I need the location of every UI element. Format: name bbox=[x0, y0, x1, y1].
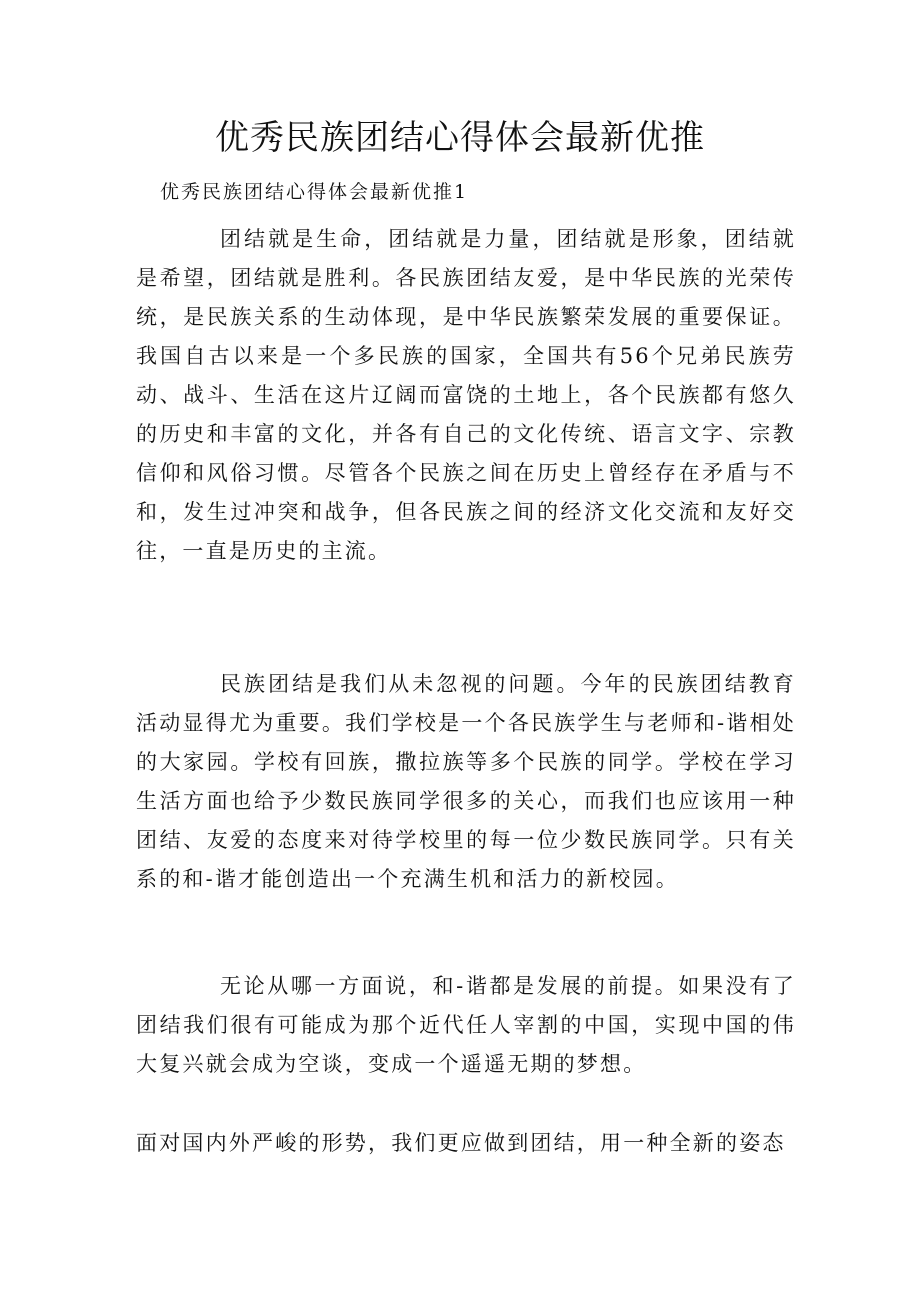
document-title: 优秀民族团结心得体会最新优推 bbox=[215, 118, 705, 158]
section-heading: 优秀民族团结心得体会最新优推1 bbox=[160, 181, 469, 203]
body-paragraph: 民族团结是我们从未忽视的问题。今年的民族团结教育活动显得尤为重要。我们学校是一个各民族学生与老师和-谐相处的大家园。学校有回族，撒拉族等多个民族的同学。学校在学习生活方面也给予少数民族同学很多的关心，而我们也应该用一种团结、友爱的态度来对待学校里的每一位少数民族同学。只有关系的和-谐才能创造出一个充满生机和活力的新校园。 bbox=[136, 672, 796, 891]
body-paragraph: 面对国内外严峻的形势，我们更应做到团结，用一种全新的姿态 bbox=[136, 1131, 786, 1155]
body-paragraph: 团结就是生命，团结就是力量，团结就是形象，团结就是希望，团结就是胜利。各民族团结友爱，是中华民族的光荣传统，是民族关系的生动体现，是中华民族繁荣发展的重要保证。我国自古以来是一个多民族的国家，全国共有56个兄弟民族劳动、战斗、生活在这片辽阔而富饶的土地上，各个民族都有悠久的历史和丰富的文化，并各有自己的文化传统、语言文字、宗教信仰和风俗习惯。尽管各个民族之间在历史上曾经存在矛盾与不和，发生过冲突和战争，但各民族之间的经济文化交流和友好交往，一直是历史的主流。 bbox=[136, 227, 796, 563]
body-paragraph: 无论从哪一方面说，和-谐都是发展的前提。如果没有了团结我们很有可能成为那个近代任人宰割的中国，实现中国的伟大复兴就会成为空谈，变成一个遥遥无期的梦想。 bbox=[136, 974, 796, 1076]
